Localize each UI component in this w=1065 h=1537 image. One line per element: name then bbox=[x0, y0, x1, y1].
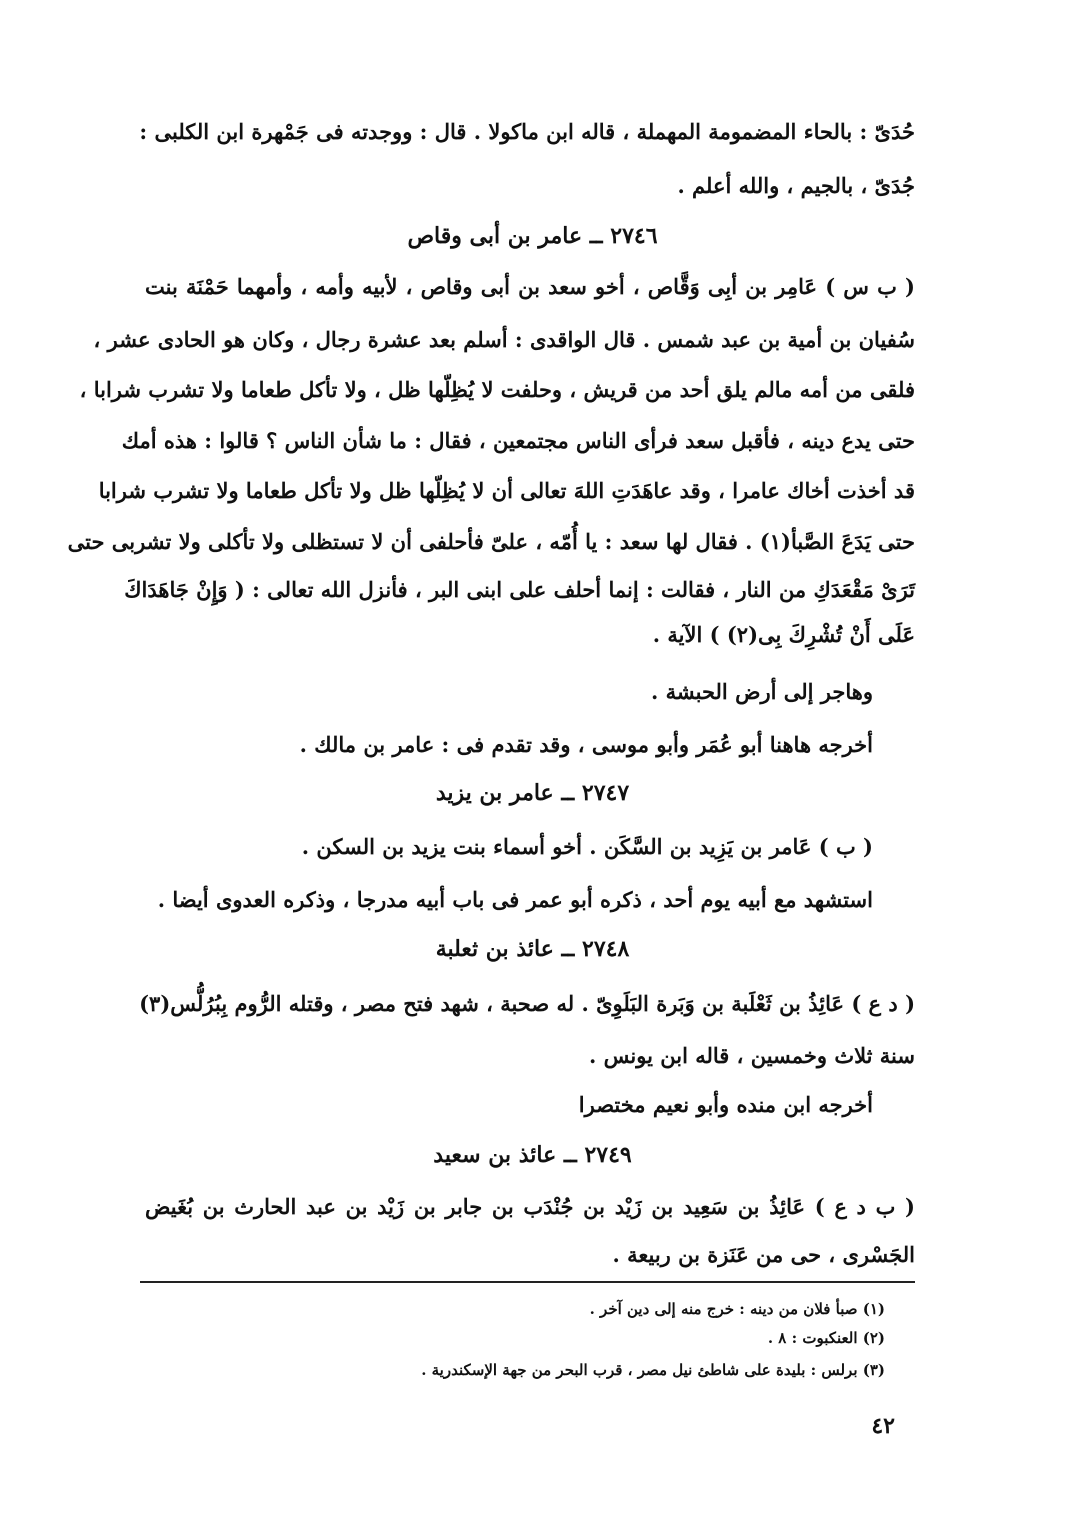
body-line: حتى يَدَعَ الصَّبأ(١) . فقال لها سعد : يا أُمّه ، علىّ فأحلفى أن لا تستظلى ولا تأكلى ولا تشربى حتى bbox=[67, 529, 915, 554]
body-line: جُدَىّ ، بالجيم ، والله أعلم . bbox=[677, 173, 915, 198]
body-line: ( د ع ) عَائِذُ بن ثَعْلَبة بن وَبَرة البَلَوِىّ . له صحبة ، شهد فتح مصر ، وقتله الرُّوم بِبُرُلُّس(٣) bbox=[139, 991, 915, 1016]
entry-heading: ٢٧٤٧ ــ عامر بن يزيد bbox=[435, 780, 630, 806]
body-line: سنة ثلاث وخمسين ، قاله ابن يونس . bbox=[589, 1043, 915, 1068]
page-number: ٤٢ bbox=[871, 1413, 895, 1439]
body-line: حُدَىّ : بالحاء المضمومة المهملة ، قاله ابن ماكولا . قال : ووجدته فى جَمْهرة ابن الكلبى : bbox=[139, 119, 915, 144]
body-line: وهاجر إلى أرض الحبشة . bbox=[651, 679, 873, 704]
footnote: (٢) العنكبوت : ٨ . bbox=[767, 1329, 885, 1347]
body-line: سُفيان بن أمية بن عبد شمس . قال الواقدى : أسلم بعد عشرة رجال ، وكان هو الحادى عشر ، bbox=[93, 327, 915, 352]
body-line: أخرجه ابن منده وأبو نعيم مختصرا bbox=[578, 1092, 873, 1117]
body-line: تَرَىْ مَقْعَدَكِ من النار ، فقالت : إنما أحلف على ابنى البر ، فأنزل الله تعالى : ( وَإِنْ جَاهَدَاكَ bbox=[124, 577, 915, 602]
footnote-separator bbox=[140, 1281, 915, 1283]
body-line: ( ب ) عَامر بن يَزِيد بن السَّكَن . أخو أسماء بنت يزيد بن السكن . bbox=[301, 834, 873, 859]
body-line: الجَسْرى ، حى من عَنَزة بن ربيعة . bbox=[612, 1242, 915, 1267]
entry-heading: ٢٧٤٦ ــ عامر بن أبى وقاص bbox=[407, 223, 658, 249]
footnote: (٣) برلس : بليدة على شاطئ نيل مصر ، قرب البحر من جهة الإسكندرية . bbox=[421, 1361, 885, 1379]
body-line: استشهد مع أبيه يوم أحد ، ذكره أبو عمر فى باب أبيه مدرجا ، وذكره العدوى أيضا . bbox=[157, 887, 873, 912]
body-line: ( ب د ع ) عَائِذُ بن سَعِيد بن زَيْد بن جُنْدَب بن جابر بن زَيْد بن عبد الحارث بن بُغَيض bbox=[145, 1194, 915, 1219]
body-line: فلقى من أمه مالم يلق أحد من قريش ، وحلفت لا يُظِلّها ظل ، ولا تأكل طعاما ولا تشرب شرابا ، bbox=[79, 377, 915, 402]
body-line: حتى يدع دينه ، فأقبل سعد فرأى الناس مجتمعين ، فقال : ما شأن الناس ؟ قالوا : هذه أمك bbox=[121, 428, 915, 453]
body-line: عَلَى أَنْ تُشْرِكَ بِى(٢) ) الآية . bbox=[652, 622, 915, 647]
footnote: (١) صبأ فلان من دينه : خرج منه إلى دين آخر . bbox=[589, 1300, 885, 1318]
body-line: أخرجه هاهنا أبو عُمَر وأبو موسى ، وقد تقدم فى : عامر بن مالك . bbox=[299, 732, 873, 757]
body-line: قد أخذت أخاك عامرا ، وقد عاهَدَتِ اللهَ تعالى أن لا يُظِلّها ظل ولا تأكل طعاما ولا تشرب شرابا bbox=[98, 478, 915, 503]
entry-heading: ٢٧٤٩ ــ عائذ بن سعيد bbox=[433, 1142, 632, 1168]
entry-heading: ٢٧٤٨ ــ عائذ بن ثعلبة bbox=[435, 936, 630, 962]
body-line: ( ب س ) عَامِر بن أبِى وَقَّاص ، أخو سعد بن أبى وقاص ، لأبيه وأمه ، وأمهما حَمْنَة بنت bbox=[145, 274, 915, 299]
